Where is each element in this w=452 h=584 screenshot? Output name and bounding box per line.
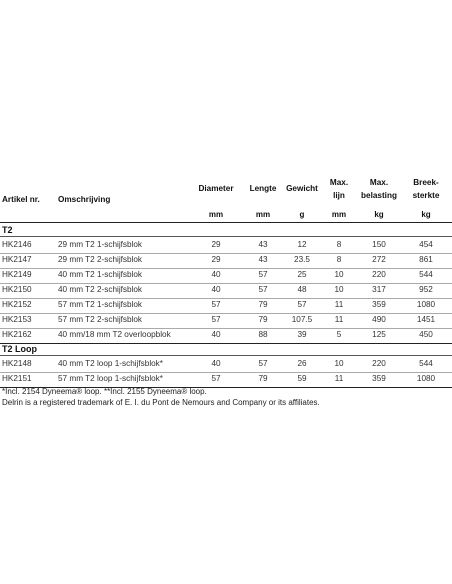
cell-lijn: 5 — [336, 330, 342, 339]
cell-desc: 40 mm T2 2-schijfsblok — [58, 285, 143, 294]
cell-dia: 57 — [211, 374, 221, 383]
cell-gew: 25 — [297, 270, 307, 279]
cell-art: HK2148 — [2, 359, 32, 368]
cell-breek: 454 — [419, 240, 433, 249]
cell-lijn: 8 — [336, 255, 342, 264]
cell-bel: 317 — [372, 285, 386, 294]
row-separator — [0, 268, 452, 269]
unit-breeksterkte: kg — [421, 210, 431, 219]
cell-gew: 12 — [297, 240, 307, 249]
header-max-lijn-2: lijn — [333, 191, 345, 200]
cell-bel: 220 — [372, 270, 386, 279]
cell-lijn: 10 — [334, 359, 344, 368]
cell-breek: 544 — [419, 359, 433, 368]
cell-desc: 29 mm T2 1-schijfsblok — [58, 240, 143, 249]
cell-gew: 23.5 — [294, 255, 310, 264]
cell-art: HK2151 — [2, 374, 32, 383]
cell-lijn: 11 — [334, 315, 344, 324]
unit-diameter: mm — [208, 210, 224, 219]
cell-art: HK2153 — [2, 315, 32, 324]
row-separator — [0, 313, 452, 314]
header-gewicht: Gewicht — [286, 184, 318, 193]
cell-lijn: 10 — [334, 285, 344, 294]
section-title: T2 Loop — [2, 344, 37, 354]
cell-gew: 107.5 — [291, 315, 313, 324]
cell-dia: 57 — [211, 315, 221, 324]
cell-gew: 48 — [297, 285, 307, 294]
row-separator — [0, 372, 452, 373]
cell-lijn: 8 — [336, 240, 342, 249]
cell-art: HK2152 — [2, 300, 32, 309]
cell-len: 79 — [258, 300, 268, 309]
cell-bel: 490 — [372, 315, 386, 324]
header-max-belasting-2: belasting — [361, 191, 397, 200]
cell-desc: 57 mm T2 2-schijfsblok — [58, 315, 143, 324]
cell-breek: 952 — [419, 285, 433, 294]
cell-gew: 26 — [297, 359, 307, 368]
cell-dia: 29 — [211, 255, 221, 264]
cell-len: 57 — [258, 359, 268, 368]
cell-dia: 40 — [211, 359, 221, 368]
section-title: T2 — [2, 225, 13, 235]
cell-breek: 544 — [419, 270, 433, 279]
cell-dia: 40 — [211, 285, 221, 294]
footnote-loops: *Incl. 2154 Dyneema® loop. **Incl. 2155 Dyneema® loop. — [2, 387, 207, 396]
cell-len: 43 — [258, 240, 268, 249]
cell-gew: 57 — [297, 300, 307, 309]
header-lengte: Lengte — [249, 184, 277, 193]
cell-len: 79 — [258, 374, 268, 383]
header-rule — [0, 222, 452, 223]
unit-gewicht: g — [299, 210, 305, 219]
row-separator — [0, 283, 452, 284]
cell-len: 88 — [258, 330, 268, 339]
cell-bel: 272 — [372, 255, 386, 264]
cell-breek: 1080 — [416, 300, 436, 309]
unit-lengte: mm — [255, 210, 271, 219]
section-end-rule — [0, 343, 452, 344]
cell-art: HK2150 — [2, 285, 32, 294]
header-diameter: Diameter — [198, 184, 234, 193]
row-separator — [0, 298, 452, 299]
cell-gew: 39 — [297, 330, 307, 339]
row-separator — [0, 253, 452, 254]
header-breeksterkte-2: sterkte — [412, 191, 440, 200]
cell-art: HK2162 — [2, 330, 32, 339]
cell-len: 57 — [258, 285, 268, 294]
cell-art: HK2147 — [2, 255, 32, 264]
cell-bel: 125 — [372, 330, 386, 339]
section-rule — [0, 236, 452, 237]
header-omschrijving: Omschrijving — [58, 195, 111, 204]
cell-desc: 57 mm T2 loop 1-schijfsblok* — [58, 374, 163, 383]
cell-lijn: 10 — [334, 270, 344, 279]
unit-max-lijn: mm — [331, 210, 347, 219]
cell-desc: 40 mm T2 1-schijfsblok — [58, 270, 143, 279]
cell-bel: 220 — [372, 359, 386, 368]
cell-gew: 59 — [297, 374, 307, 383]
cell-bel: 359 — [372, 374, 386, 383]
header-breeksterkte-1: Breek- — [413, 178, 439, 187]
unit-max-belasting: kg — [374, 210, 384, 219]
cell-lijn: 11 — [334, 300, 344, 309]
header-artikel: Artikel nr. — [2, 195, 40, 204]
header-max-lijn-1: Max. — [329, 178, 349, 187]
cell-dia: 40 — [211, 330, 221, 339]
cell-bel: 150 — [372, 240, 386, 249]
cell-breek: 861 — [419, 255, 433, 264]
cell-len: 43 — [258, 255, 268, 264]
cell-breek: 1080 — [416, 374, 436, 383]
section-rule — [0, 355, 452, 356]
cell-len: 79 — [258, 315, 268, 324]
cell-bel: 359 — [372, 300, 386, 309]
cell-dia: 40 — [211, 270, 221, 279]
cell-desc: 57 mm T2 1-schijfsblok — [58, 300, 143, 309]
cell-dia: 57 — [211, 300, 221, 309]
cell-len: 57 — [258, 270, 268, 279]
cell-dia: 29 — [211, 240, 221, 249]
cell-desc: 29 mm T2 2-schijfsblok — [58, 255, 143, 264]
cell-lijn: 11 — [334, 374, 344, 383]
cell-desc: 40 mm/18 mm T2 overloopblok — [58, 330, 171, 339]
cell-breek: 1451 — [416, 315, 436, 324]
cell-art: HK2149 — [2, 270, 32, 279]
cell-breek: 450 — [419, 330, 433, 339]
footnote-trademark: Delrin is a registered trademark of E. I. du Pont de Nemours and Company or its affiliates. — [2, 398, 320, 407]
row-separator — [0, 328, 452, 329]
cell-desc: 40 mm T2 loop 1-schijfsblok* — [58, 359, 163, 368]
cell-art: HK2146 — [2, 240, 32, 249]
header-max-belasting-1: Max. — [369, 178, 389, 187]
